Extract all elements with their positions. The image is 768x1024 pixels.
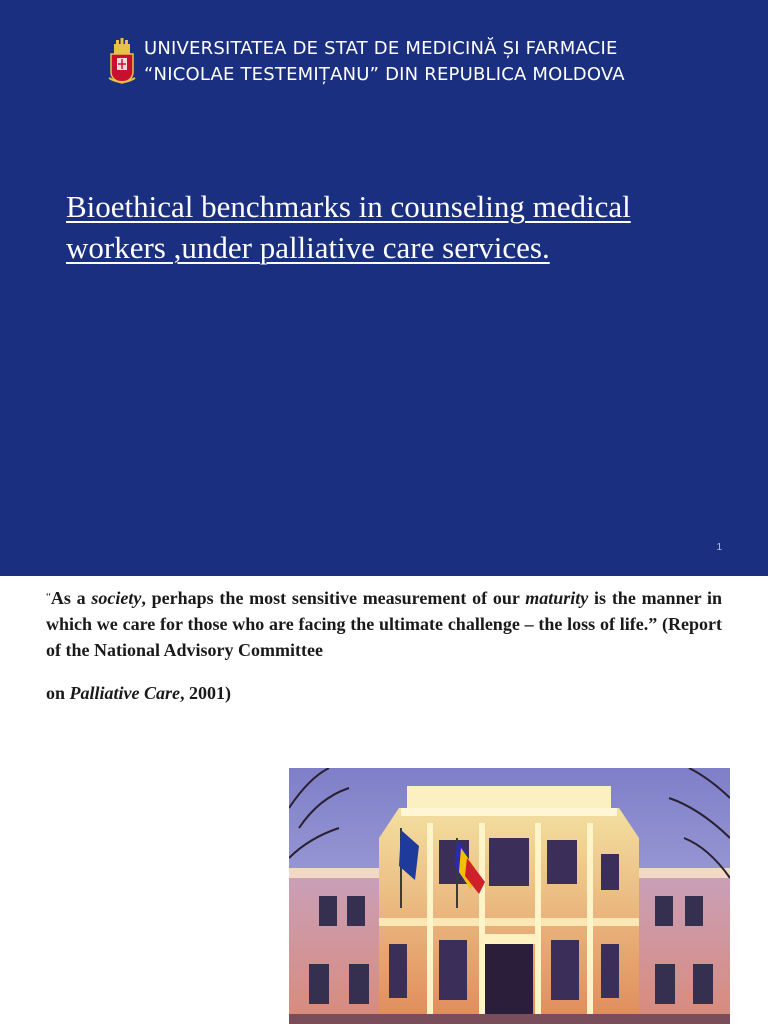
university-name-line2: “NICOLAE TESTEMIȚANU” DIN REPUBLICA MOLDOVA — [144, 64, 625, 85]
quote-source-italic: Palliative Care — [69, 683, 180, 703]
quote-paragraph — [46, 584, 722, 663]
slide-title: Bioethical benchmarks in counseling medical workers ,under palliative care services. — [66, 189, 631, 265]
quote-maturity: maturity — [525, 588, 589, 608]
building-illustration — [289, 768, 730, 1024]
quote-text-3: is the manner in which we care for those who are facing the ultimate challenge – the loss of life.” (Report of the National Advisory Committee — [46, 588, 723, 660]
university-building-photo — [289, 768, 730, 1024]
university-header — [108, 36, 625, 88]
quote-source-pre: on — [46, 683, 70, 703]
quote-source — [46, 680, 231, 706]
quote-text-2: , perhaps the most sensitive measurement of our — [141, 588, 526, 608]
quote-text-1: As a — [50, 588, 92, 608]
university-name-line1: UNIVERSITATEA DE STAT DE MEDICINĂ ȘI FARMACIE — [144, 38, 618, 59]
quote-society: society — [91, 588, 142, 608]
quote-source-post: , 2001) — [180, 683, 231, 703]
open-quote-mark: “ — [46, 591, 51, 603]
slide-number: 1 — [716, 542, 722, 553]
university-crest-icon — [108, 38, 136, 84]
